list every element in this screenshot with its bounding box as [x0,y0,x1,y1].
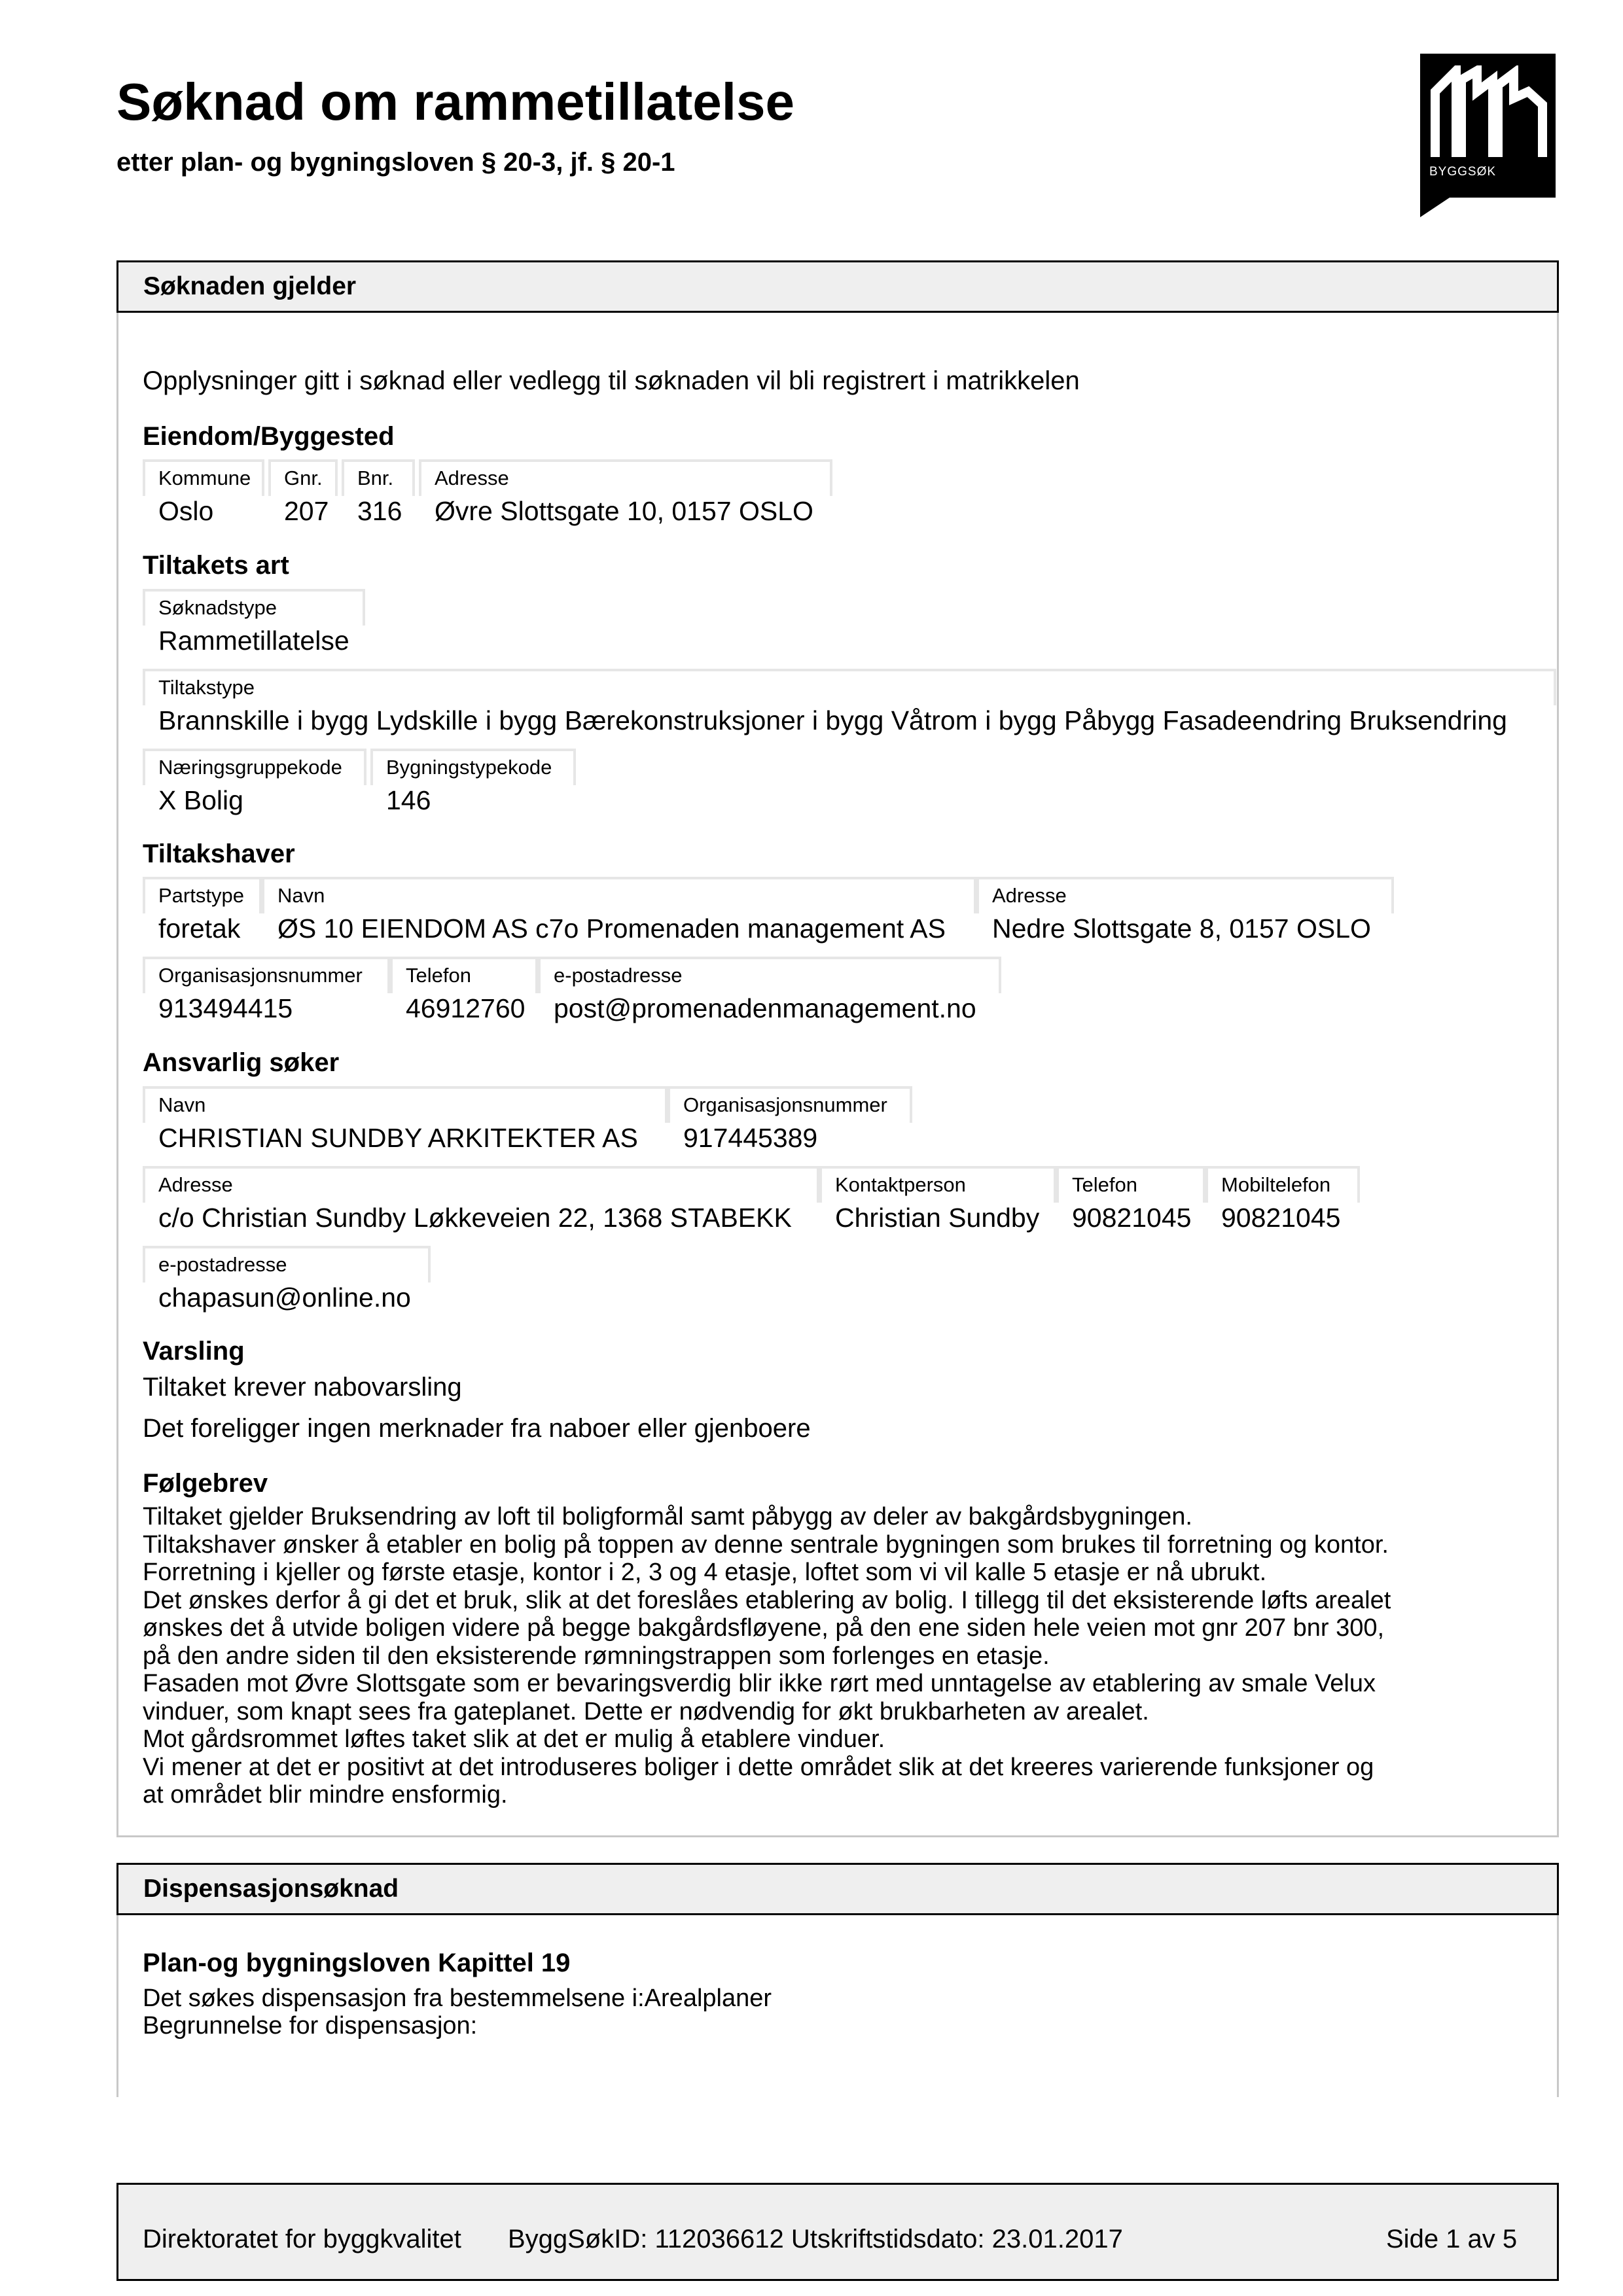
folgebrev-line: ønskes det å utvide boligen videre på begge bakgårdsfløyene, på den ene siden hele veien mot gnr 207 bnr 300, [143,1614,1385,1642]
heading-folgebrev: Følgebrev [143,1469,268,1498]
label-telefon-tiltakshaver: Telefon [390,957,538,993]
label-mobiltelefon: Mobiltelefon [1205,1166,1360,1203]
folgebrev-line: Tiltakshaver ønsker å etabler en bolig på toppen av denne sentrale bygningen som brukes til forretning og kontor. [143,1530,1389,1559]
label-orgnr-tiltakshaver: Organisasjonsnummer [143,957,390,993]
label-telefon-ansvarlig: Telefon [1056,1166,1205,1203]
folgebrev-line: Tiltaket gjelder Bruksendring av loft til boligformål samt påbygg av deler av bakgårdsbygningen. [143,1503,1192,1530]
label-kommune: Kommune [143,459,264,496]
folgebrev-line: Vi mener at det er positivt at det introduseres boliger i dette området slik at det kreeres varierende funksjoner og [143,1753,1374,1781]
value-kommune: Oslo [158,496,214,526]
value-telefon-tiltakshaver: 46912760 [406,993,526,1023]
value-kontaktperson: Christian Sundby [835,1203,1040,1233]
value-navn-ansvarlig: CHRISTIAN SUNDBY ARKITEKTER AS [158,1123,638,1153]
value-mobiltelefon: 90821045 [1221,1203,1341,1233]
label-partstype: Partstype [143,877,262,913]
value-epost-tiltakshaver: post@promenadenmanagement.no [554,993,976,1023]
value-naeringsgruppekode: X Bolig [158,785,243,815]
section-header-soknaden: Søknaden gjelder [116,260,1559,313]
value-orgnr-ansvarlig: 917445389 [683,1123,818,1153]
folgebrev-line: Det ønskes derfor å gi det et bruk, slik at det foreslåes etablering av bolig. I tillegg til det eksisterende løfts arealet [143,1586,1391,1614]
heading-varsling: Varsling [143,1337,245,1366]
value-bygningstypekode: 146 [386,785,431,815]
folgebrev-line: på den andre siden til den eksisterende rømningstrappen som forlenges en etasje. [143,1642,1050,1670]
value-gnr: 207 [284,496,329,526]
document-subtitle: etter plan- og bygningsloven § 20-3, jf. § 20-1 [116,148,675,177]
byggsok-logo [1420,54,1556,198]
folgebrev-line: Mot gårdsrommet løftes taket slik at det er mulig å etablere vinduer. [143,1725,885,1753]
value-epost-ansvarlig: chapasun@online.no [158,1282,411,1313]
heading-plan-og-bygningsloven: Plan-og bygningsloven Kapittel 19 [143,1949,571,1977]
value-telefon-ansvarlig: 90821045 [1072,1203,1192,1233]
heading-ansvarlig-soker: Ansvarlig søker [143,1048,340,1077]
intro-text: Opplysninger gitt i søknad eller vedlegg til søknaden vil bli registrert i matrikkelen [143,366,1080,395]
label-kontaktperson: Kontaktperson [819,1166,1056,1203]
value-orgnr-tiltakshaver: 913494415 [158,993,293,1023]
folgebrev-line: vinduer, som knapt sees fra gateplanet. Dette er nødvendig for økt brukbarheten av arealet. [143,1697,1149,1725]
label-adresse-eiendom: Adresse [419,459,832,496]
value-adresse-eiendom: Øvre Slottsgate 10, 0157 OSLO [435,496,813,526]
value-bnr: 316 [357,496,402,526]
folgebrev-line: Forretning i kjeller og første etasje, kontor i 2, 3 og 4 etasje, loftet som vi vil kalle 5 etasje er nå ubrukt. [143,1559,1267,1586]
label-tiltakstype: Tiltakstype [143,669,1556,705]
label-adresse-tiltakshaver: Adresse [976,877,1394,913]
label-epost-ansvarlig: e-postadresse [143,1246,431,1282]
folgebrev-text [143,1503,1543,1809]
label-adresse-ansvarlig: Adresse [143,1166,819,1203]
value-partstype: foretak [158,913,241,944]
varsling-line-2: Det foreligger ingen merknader fra naboer eller gjenboere [143,1414,811,1443]
logo-text: BYGGSØK [1429,165,1497,179]
value-adresse-tiltakshaver: Nedre Slottsgate 8, 0157 OSLO [992,913,1371,944]
folgebrev-line: at området blir mindre ensformig. [143,1781,508,1809]
label-bnr: Bnr. [342,459,415,496]
label-navn-tiltakshaver: Navn [262,877,976,913]
document-title: Søknad om rammetillatelse [116,73,794,131]
label-gnr: Gnr. [268,459,338,496]
heading-tiltakets-art: Tiltakets art [143,551,289,580]
footer-org: Direktoratet for byggkvalitet [143,2225,461,2253]
varsling-line-1: Tiltaket krever nabovarsling [143,1373,462,1402]
value-soknadstype: Rammetillatelse [158,626,349,656]
dispensasjon-line-1: Det søkes dispensasjon fra bestemmelsene i:Arealplaner [143,1985,772,2012]
section-header-dispensasjon: Dispensasjonsøknad [116,1863,1559,1915]
label-epost-tiltakshaver: e-postadresse [538,957,1001,993]
label-soknadstype: Søknadstype [143,589,365,626]
label-orgnr-ansvarlig: Organisasjonsnummer [668,1086,912,1123]
heading-eiendom: Eiendom/Byggested [143,422,395,451]
footer-page-number: Side 1 av 5 [1386,2225,1518,2253]
dispensasjon-line-2: Begrunnelse for dispensasjon: [143,2012,478,2040]
value-tiltakstype: Brannskille i bygg Lydskille i bygg Bærekonstruksjoner i bygg Våtrom i bygg Påbygg Fasadeendring Bruksendring [158,705,1507,735]
value-navn-tiltakshaver: ØS 10 EIENDOM AS c7o Promenaden management AS [277,913,946,944]
label-bygningstypekode: Bygningstypekode [370,749,576,785]
folgebrev-line: Fasaden mot Øvre Slottsgate som er bevaringsverdig blir ikke rørt med unntagelse av etablering av smale Velux [143,1670,1376,1697]
label-naeringsgruppekode: Næringsgruppekode [143,749,366,785]
footer-byggsok-id: ByggSøkID: 112036612 Utskriftstidsdato: 23.01.2017 [508,2225,1123,2253]
buildings-icon [1430,65,1548,157]
value-adresse-ansvarlig: c/o Christian Sundby Løkkeveien 22, 1368 STABEKK [158,1203,792,1233]
heading-tiltakshaver: Tiltakshaver [143,839,295,868]
label-navn-ansvarlig: Navn [143,1086,668,1123]
